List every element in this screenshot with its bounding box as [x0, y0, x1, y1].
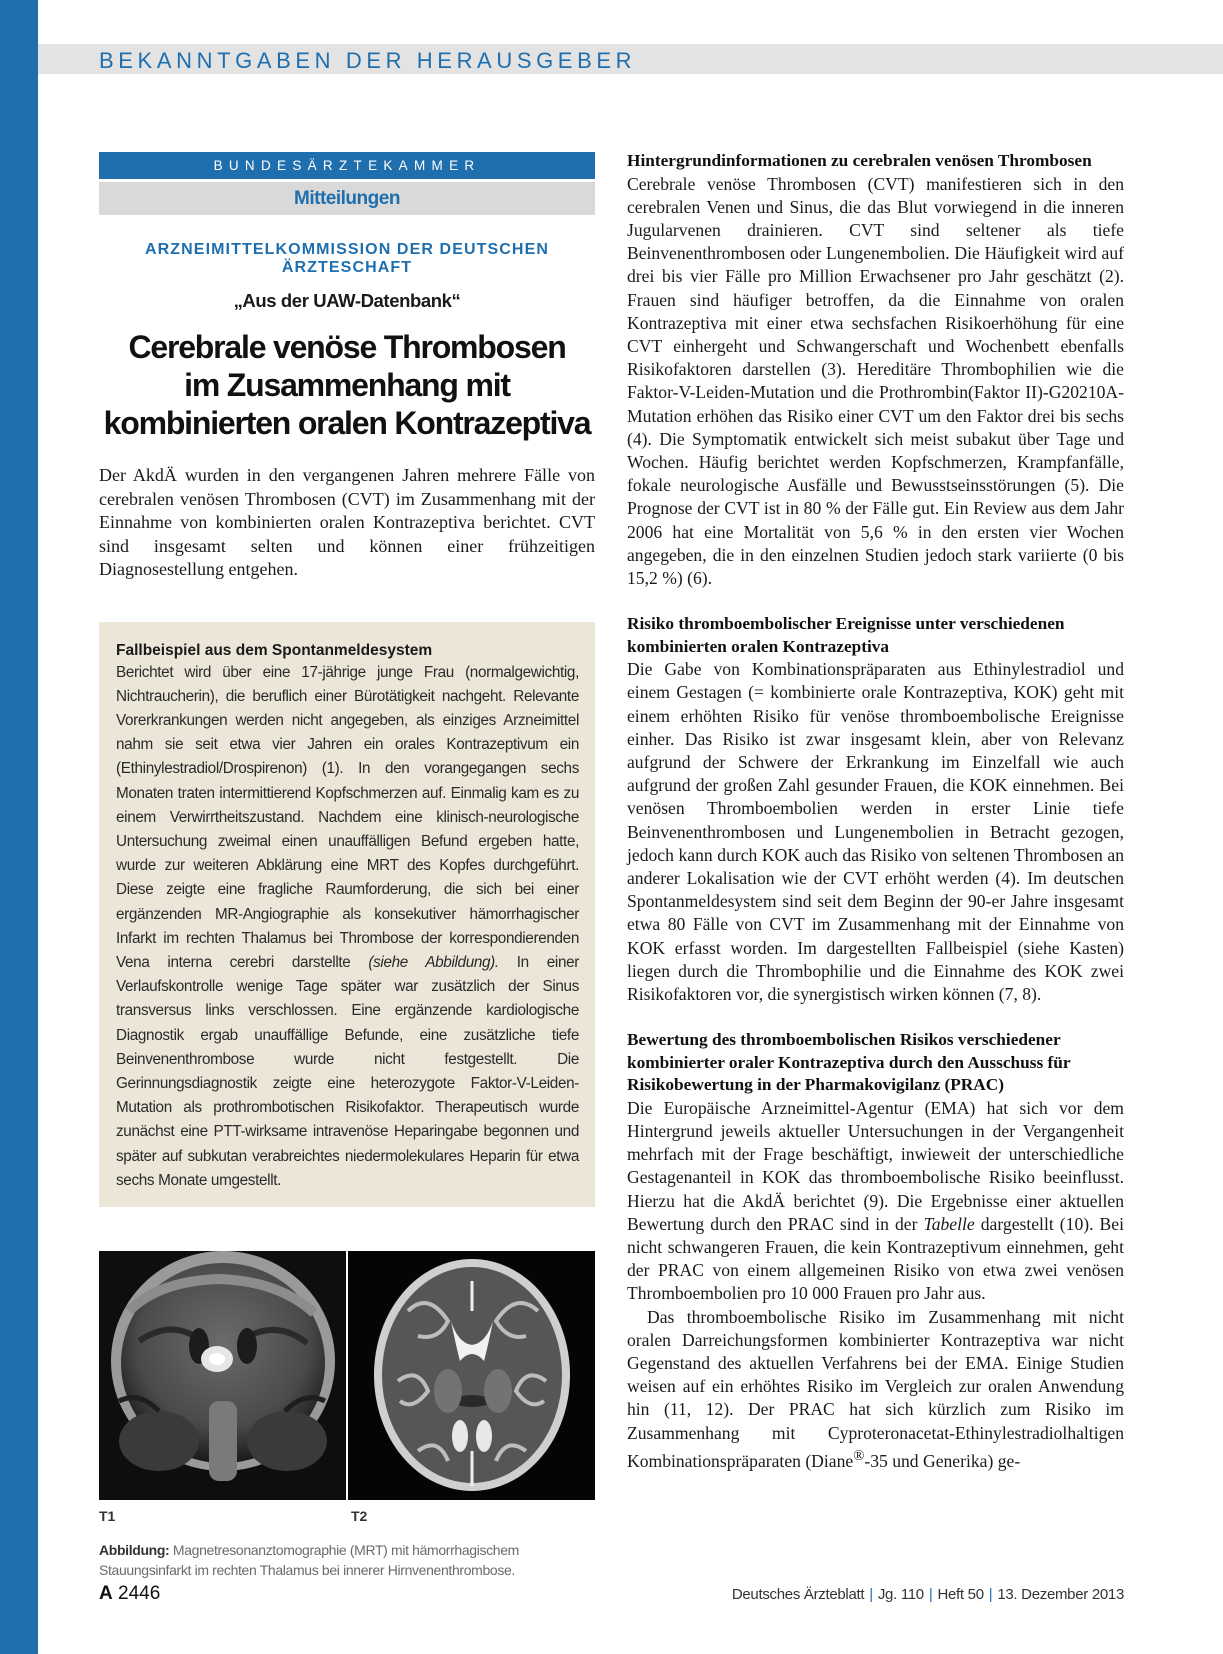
section-heading: Hintergrundinformationen zu cerebralen venösen Thrombosen: [627, 151, 1092, 170]
case-box-text: Berichtet wird über eine 17-jährige junge Frau (normalgewichtig, Nichtraucherin), die beruflich einer Bürotätigkeit nachgeht. Relevante Vorerkrankungen werden nicht angegeben, als einziges Arzneimittel nahm sie seit etwa vier Jahren ein orales Kontrazeptivum ein (Ethinylestradiol/Drospirenon) (1). In den vorangegangen sechs Monaten traten intermittierend Kopfschmerzen auf. Einmalig kam es zu einem Verwirrtheitszustand. Nachdem eine klinisch-neurologische Untersuchung zweimal einen unauffälligen Befund ergeben hatte, wurde zur weiteren Abklärung eine MRT des Kopfes durchgeführt. Diese zeigte eine fragliche Raumforderung, die sich bei einer ergänzenden MR-Angiographie als konsekutiver hämorrhagischer Infarkt im rechten Thalamus bei Thrombose der korrespondierenden Vena interna cerebri darstellte (siehe Abbildung). In einer Verlaufskontrolle wenige Tage später war zusätzlich der Sinus transversus links verschlossen. Eine ergänzende kardiologische Diagnostik ergab unauffällige Befunde, eine zusätzliche tiefe Beinvenenthrombose wurde nicht festgestellt. Die Gerinnungsdiagnostik zeigte eine heterozygote Faktor-V-Leiden-Mutation als prothrombotischen Risikofaktor. Therapeutisch wurde zunächst eine PTT-wirksame intravenöse Heparingabe begonnen und später auf subkutan verabreichtes niedermolekulares Heparin für etwa sechs Monate umgestellt.: [116, 663, 580, 1189]
mri-figure: [99, 1251, 595, 1500]
left-accent-bar: [0, 0, 38, 1654]
section-prac: [627, 1029, 1124, 1473]
article-headline: [99, 328, 595, 442]
image-labels: [99, 1508, 595, 1524]
page-number: A 2446: [99, 1583, 161, 1604]
headline-line: kombinierten oralen Kontrazeptiva: [103, 405, 591, 441]
publication-info: Deutsches Ärzteblatt | Jg. 110 | Heft 50 | 13. Dezember 2013: [731, 1586, 1124, 1603]
section-heading: Bewertung des thromboembolischen Risikos verschiedener kombinierter oraler Kontrazeptiva durch den Ausschuss für Risikobewertung in der Pharmakovigilanz (PRAC): [627, 1030, 1071, 1095]
image-label-t1: T1: [99, 1507, 116, 1524]
mri-t2-image: [348, 1251, 595, 1500]
mri-t1-image: [99, 1251, 346, 1500]
case-box-title: Fallbeispiel aus dem Spontanmeldesystem: [116, 641, 433, 659]
left-column: [99, 152, 595, 1580]
case-box: [99, 622, 595, 1207]
article-kicker: „Aus der UAW-Datenbank“: [233, 290, 461, 311]
section-heading: Risiko thromboembolischer Ereignisse unter verschiedenen kombinierten oralen Kontrazeptiva: [627, 614, 1065, 656]
organization-label: ARZNEIMITTELKOMMISSION DER DEUTSCHEN ÄRZTESCHAFT: [144, 241, 550, 276]
section-body: Die Europäische Arzneimittel-Agentur (EMA) hat sich vor dem Hintergrund jeweils aktueller Untersuchungen in der Vergangenheit mehrfach mit der Frage beschäftigt, inwieweit der unterschiedliche Gestagenanteil in KOK das thromboembolische Risiko beeinflusst. Hierzu hat die AkdÄ berichtet (9). Die Ergebnisse einer aktuellen Bewertung durch den PRAC sind in der Tabelle dargestellt (10). Bei nicht schwangeren Frauen, die kein Kontrazeptivum einnehmen, geht der PRAC von einem allgemeinen Risiko von etwa zwei venösen Thromboembolien pro 10 000 Frauen pro Jahr aus.: [627, 1097, 1124, 1304]
headline-line: im Zusammenhang mit: [184, 367, 510, 403]
section-body-continued: Das thromboembolische Risiko im Zusammenhang mit nicht oralen Darreichungsformen kombinierter Kontrazeptiva war nicht Gegenstand des aktuellen Verfahrens bei der EMA. Einige Studien weisen auf ein erhöhtes Risiko im Vergleich zur oralen Anwendung hin (11, 12). Der PRAC hat sich kürzlich zum Risiko im Zusammenhang mit Cyproteronacetat-Ethinylestradiolhaltigen Kombinationspräparaten (Diane®-35 und Generika) ge-: [627, 1306, 1124, 1471]
mitteilungen-banner: Mitteilungen: [99, 182, 595, 215]
section-header: BEKANNTGABEN DER HERAUSGEBER: [99, 48, 637, 73]
figure-caption: Abbildung: Magnetresonanztomographie (MRT) mit hämorrhagischem Stauungsinfarkt im rechten Thalamus bei innerer Hirnvenenthrombose.: [99, 1541, 519, 1578]
section-body: Die Gabe von Kombinationspräparaten aus Ethinylestradiol und einem Gestagen (= kombinierte orale Kontrazeptiva, KOK) geht mit einem erhöhten Risiko für venöse thromboembolische Ereignisse einher. Das Risiko ist zwar insgesamt klein, aber von Relevanz aufgrund der Schwere der Erkrankung im Einzelfall wie auch aufgrund der großen Zahl gesunder Frauen, die KOK einnehmen. Bei venösen Thromboembolien werden in erster Linie tiefe Beinvenenthrombosen und Lungenembolien in Betracht gezogen, jedoch kann durch KOK auch das Risiko von seltenen Thrombosen an anderer Lokalisation wie der CVT erhöht werden (4). Im deutschen Spontanmeldesystem sind seit dem Beginn der 90-er Jahre insgesamt etwa 80 Fälle von CVT im Zusammenhang mit der Einnahme von KOK erfasst worden. Im dargestellten Fallbeispiel (siehe Kasten) liegen durch die Thrombophilie und die Einnahme des KOK zwei Risikofaktoren vor, die synergistisch wirken können (7, 8).: [627, 659, 1124, 1004]
section-background: [627, 150, 1124, 590]
section-body: Cerebrale venöse Thrombosen (CVT) manifestieren sich in den cerebralen Venen und Sinus, die das Blut vorwiegend in die inneren Jugularvenen drainieren. CVT sind seltener als tiefe Beinvenenthrombosen oder Lungenembolien. Die Häufigkeit wird auf drei bis vier Fälle pro Million Erwachsener pro Jahr geschätzt (2). Frauen sind häufiger betroffen, da die Einnahme von oralen Kontrazeptiva mit einer etwa sechsfachen Risikoerhöhung für eine CVT einhergeht und Schwangerschaft und Wochenbett ebenfalls Risikofaktoren darstellen (3). Hereditäre Thrombophilien wie die Faktor-V-Leiden-Mutation und die Prothrombin(Faktor II)-G20210A-Mutation erhöhen das Risiko einer CVT um den Faktor drei bis sechs (4). Die Symptomatik entwickelt sich meist subakut über Tage und Wochen. Häufig berichtet werden Kopfschmerzen, Krampfanfälle, fokale neurologische Ausfälle und Bewusstseinsstörungen (5). Die Prognose der CVT ist in 80 % der Fälle gut. Ein Review aus dem Jahr 2006 hat eine Mortalität von 5,6 % in den ersten vier Wochen angegeben, die in den einzelnen Studien jedoch stark variierte (0 bis 15,2 %) (6).: [627, 173, 1124, 588]
article-intro: Der AkdÄ wurden in den vergangenen Jahren mehrere Fälle von cerebralen venösen Thrombosen (CVT) im Zusammenhang mit der Einnahme von kombinierten oralen Kontrazeptiva berichtet. CVT sind insgesamt selten und können einer frühzeitigen Diagnosestellung entgehen.: [99, 465, 595, 579]
section-risk: [627, 613, 1124, 1006]
headline-line: Cerebrale venöse Thrombosen: [128, 329, 566, 365]
bak-banner: BUNDESÄRZTEKAMMER: [99, 152, 595, 179]
image-label-t2: T2: [351, 1507, 368, 1524]
right-column: [627, 150, 1124, 1496]
